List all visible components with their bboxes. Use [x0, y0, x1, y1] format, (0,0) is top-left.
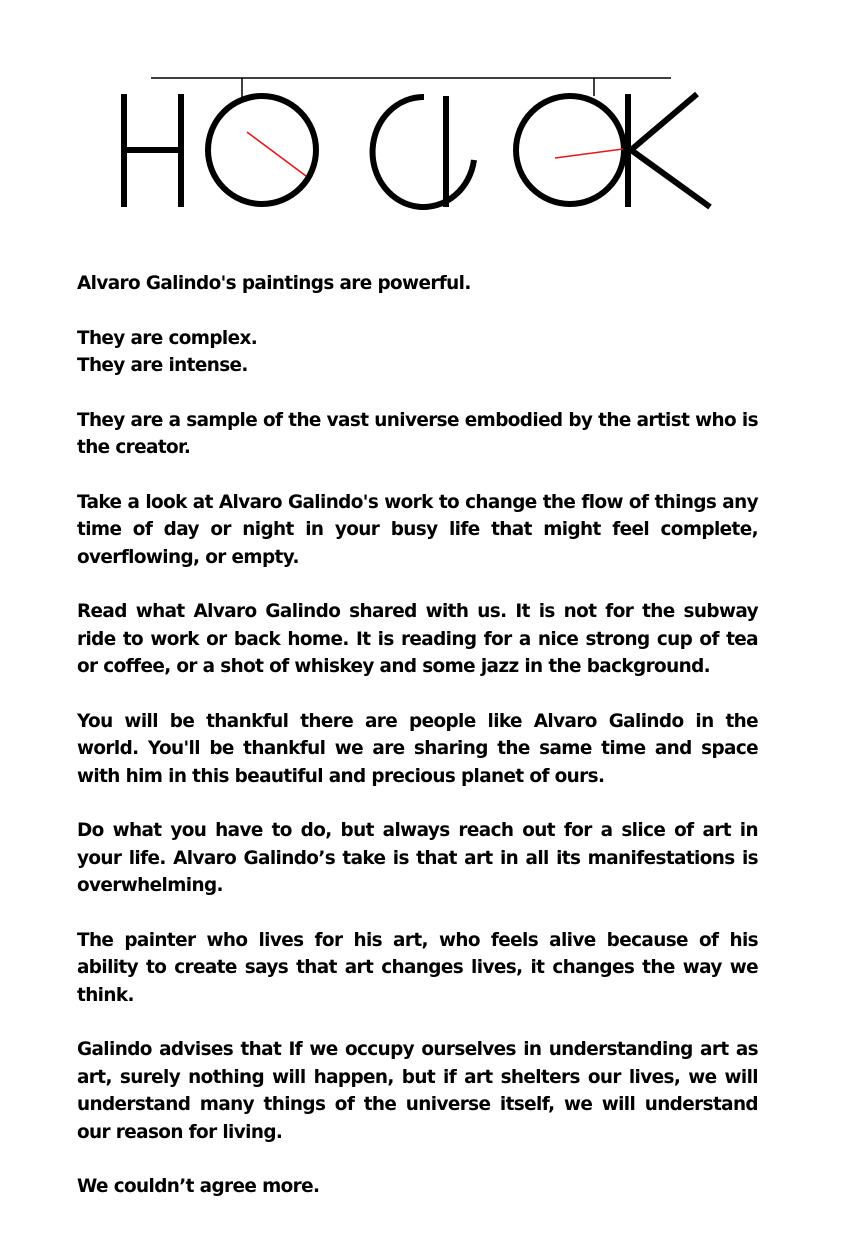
paragraph-closing [77, 1173, 758, 1201]
paragraph-take-a-look: Take a look at Alvaro Galindo's work to change the flow of things any time of day or night in your busy life that might feel complete, overflowing, or empty. [77, 491, 758, 568]
paragraph-painter: The painter who lives for his art, who feels alive because of his ability to create says that art changes lives, it changes the way we think. [77, 929, 758, 1006]
logo-letter-c [373, 97, 474, 207]
intense-line: They are intense. [77, 355, 248, 376]
logo-clock-hands [247, 132, 623, 176]
paragraph-slice-of-art: Do what you have to do, but always reach out for a slice of art in your life. Alvaro Galindo’s take is that art in all its manifestations is overwhelming. [77, 820, 758, 896]
logo-clock-1-hand [247, 132, 306, 176]
article-body [77, 270, 758, 1228]
closing-line: We couldn’t agree more. [77, 1176, 320, 1197]
paragraph-thankful: You will be thankful there are people like Alvaro Galindo in the world. You'll be thankful we are sharing the same time and space with him in this beautiful and precious planet of ours. [77, 710, 758, 787]
paragraph-galindo-advises: Galindo advises that If we occupy ourselves in understanding art as art, surely nothing will happen, but if art shelters our lives, we will understand many things of the universe itself, we will understand our reason for living. [77, 1039, 758, 1143]
logo-letter-k-arm [631, 94, 697, 150]
logo-letter-o-clock-1 [208, 96, 316, 204]
logo-letter-k-leg [631, 150, 710, 207]
paragraph-universe: They are a sample of the vast universe embodied by the artist who is the creator. [77, 409, 758, 458]
logo-wordmark [124, 78, 710, 207]
logo-clock-2-hand [555, 149, 623, 158]
paragraph-read: Read what Alvaro Galindo shared with us. It is not for the subway ride to work or back home. It is reading for a nice strong cup of tea or coffee, or a shot of whiskey and some jazz in the background. [77, 601, 758, 677]
hoctok-logo [0, 0, 844, 240]
intro-line: Alvaro Galindo's paintings are powerful. [77, 273, 471, 294]
complex-line: They are complex. [77, 327, 258, 349]
paragraph-complex-intense [77, 325, 758, 380]
logo-letter-o-clock-2 [516, 96, 624, 204]
paragraph-intro [77, 270, 758, 298]
